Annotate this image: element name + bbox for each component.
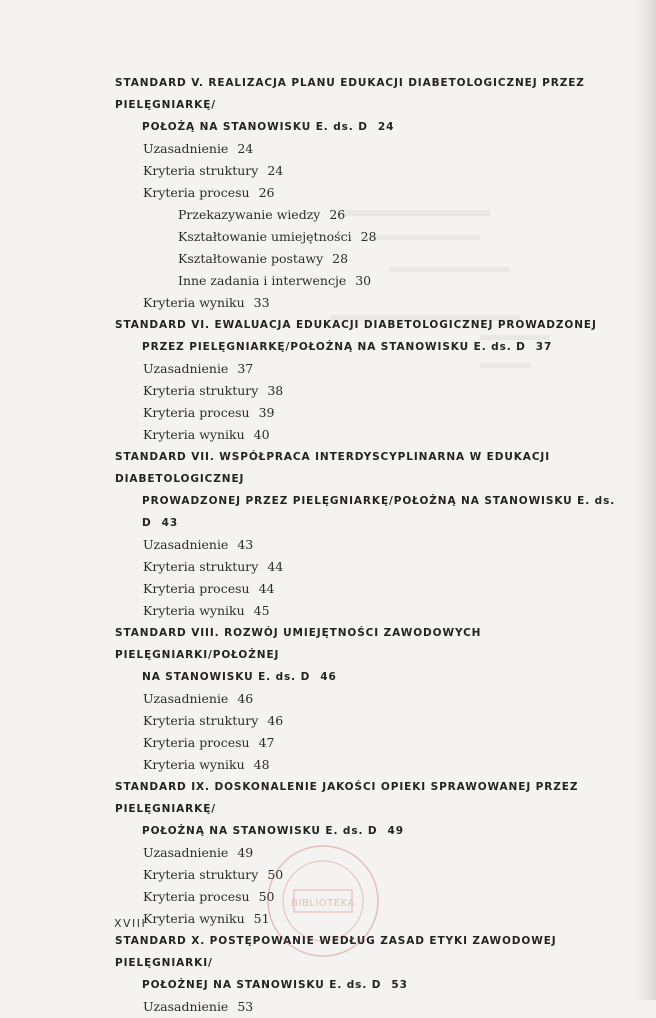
standard-title-line: PRZEZ PIELĘGNIARKĘ/POŁOŻNĄ NA STANOWISKU E. ds. D [142,341,526,353]
toc-entry[interactable] [143,534,656,556]
toc-subentry[interactable] [178,226,656,248]
standard-title-line: POŁOŻNEJ NA STANOWISKU E. ds. D [142,979,382,991]
page-number: 38 [267,383,284,398]
page-number: 49 [387,825,404,837]
entry-label: Kryteria wyniku [143,757,245,772]
toc-entry[interactable] [143,886,656,908]
page-number: 46 [267,713,284,728]
page-number: 50 [258,889,275,904]
page-number: 50 [267,867,284,882]
page-number: 24 [377,121,395,133]
entry-label: Inne zadania i interwencje [178,273,347,288]
toc-entry[interactable] [143,842,656,864]
toc-entry[interactable] [143,688,656,710]
toc-entry[interactable] [143,160,656,182]
page-number: 26 [329,207,346,222]
toc-entry[interactable] [143,380,656,402]
entry-label: Kryteria procesu [143,735,250,750]
page-number: 28 [360,229,377,244]
toc-standard-vi[interactable] [115,314,620,358]
standard-title-line: NA STANOWISKU E. ds. D [142,671,311,683]
page-number: 44 [258,581,275,596]
page-number: 24 [267,163,284,178]
page-number: 39 [258,405,275,420]
toc-entry[interactable] [143,864,656,886]
toc-entry[interactable] [143,424,656,446]
standard-title-line: STANDARD VII. WSPÓŁPRACA INTERDYSCYPLINARNA W EDUKACJI DIABETOLOGICZNEJ [115,451,551,485]
page-number: 40 [253,427,270,442]
page-number: 37 [535,341,553,353]
standard-title-line: STANDARD VIII. ROZWÓJ UMIEJĘTNOŚCI ZAWODOWYCH PIELĘGNIARKI/POŁOŻNEJ [115,627,482,661]
standard-title-line: STANDARD IX. DOSKONALENIE JAKOŚCI OPIEKI SPRAWOWANEJ PRZEZ PIELĘGNIARKĘ/ [115,781,579,815]
page-number: 46 [237,691,254,706]
toc-entry[interactable] [143,754,656,776]
page-number: 26 [258,185,275,200]
toc-entry[interactable] [143,182,656,204]
entry-label: Uzasadnienie [143,691,229,706]
entry-label: Kryteria struktury [143,559,259,574]
entry-label: Kryteria wyniku [143,295,245,310]
entry-label: Kryteria wyniku [143,911,245,926]
entry-label: Kryteria procesu [143,889,250,904]
page-number: 46 [320,671,337,683]
toc-entry[interactable] [143,578,656,600]
library-stamp [264,842,382,960]
standard-title-line: PROWADZONEJ PRZEZ PIELĘGNIARKĘ/POŁOŻNĄ NA STANOWISKU E. ds. D [142,495,616,529]
entry-label: Kryteria wyniku [143,603,245,618]
entry-label: Kryteria struktury [143,383,259,398]
toc-entry[interactable] [143,732,656,754]
standard-title-line: STANDARD V. REALIZACJA PLANU EDUKACJI DIABETOLOGICZNEJ PRZEZ PIELĘGNIARKĘ/ [115,77,585,111]
standard-title-line: POŁOŻNĄ NA STANOWISKU E. ds. D [142,825,378,837]
entry-label: Kształtowanie umiejętności [178,229,352,244]
page-number: 43 [237,537,254,552]
page-number: 45 [253,603,270,618]
page-number: 49 [237,845,254,860]
toc-entry[interactable] [143,402,656,424]
page-number: 43 [161,517,179,529]
page-number: 53 [237,999,254,1014]
page-number: 33 [253,295,270,310]
page-number: 53 [391,979,408,991]
entry-label: Uzasadnienie [143,537,229,552]
standard-title-line: POŁOŻĄ NA STANOWISKU E. ds. D [142,121,368,133]
toc-standard-ix[interactable] [115,776,620,842]
entry-label: Kryteria struktury [143,713,259,728]
toc-entry[interactable] [143,996,656,1018]
toc-entry[interactable] [143,600,656,622]
entry-label: Kryteria wyniku [143,427,245,442]
entry-label: Uzasadnienie [143,999,229,1014]
standard-title-line: STANDARD X. POSTĘPOWANIE WEDŁUG ZASAD ETYKI ZAWODOWEJ PIELĘGNIARKI/ [115,935,557,969]
toc-standard-v[interactable] [115,72,620,138]
toc-subentry[interactable] [178,248,656,270]
toc-subentry[interactable] [178,204,656,226]
page-number: 48 [253,757,270,772]
entry-label: Przekazywanie wiedzy [178,207,321,222]
svg-text:BIBLIOTEKA: BIBLIOTEKA [291,898,355,909]
page-number: 44 [267,559,284,574]
page-number: 30 [355,273,372,288]
toc-standard-viii[interactable] [115,622,620,688]
page-number: 28 [332,251,349,266]
standard-title-line: STANDARD VI. EWALUACJA EDUKACJI DIABETOLOGICZNEJ PROWADZONEJ [115,319,597,331]
toc-entry[interactable] [143,908,656,930]
entry-label: Kryteria procesu [143,185,250,200]
entry-label: Uzasadnienie [143,845,229,860]
entry-label: Kryteria struktury [143,867,259,882]
entry-label: Kryteria struktury [143,163,259,178]
page-folio: XVIII [114,917,147,930]
page-number: 24 [237,141,254,156]
page-number: 51 [253,911,270,926]
entry-label: Kryteria procesu [143,581,250,596]
entry-label: Kształtowanie postawy [178,251,324,266]
toc-entry[interactable] [143,358,656,380]
toc-standard-vii[interactable] [115,446,620,534]
entry-label: Kryteria procesu [143,405,250,420]
toc-entry[interactable] [143,556,656,578]
toc-entry[interactable] [143,138,656,160]
entry-label: Uzasadnienie [143,361,229,376]
toc-entry[interactable] [143,292,656,314]
toc-entry[interactable] [143,710,656,732]
page-number: 47 [258,735,275,750]
page-number: 37 [237,361,254,376]
toc-subentry[interactable] [178,270,656,292]
entry-label: Uzasadnienie [143,141,229,156]
